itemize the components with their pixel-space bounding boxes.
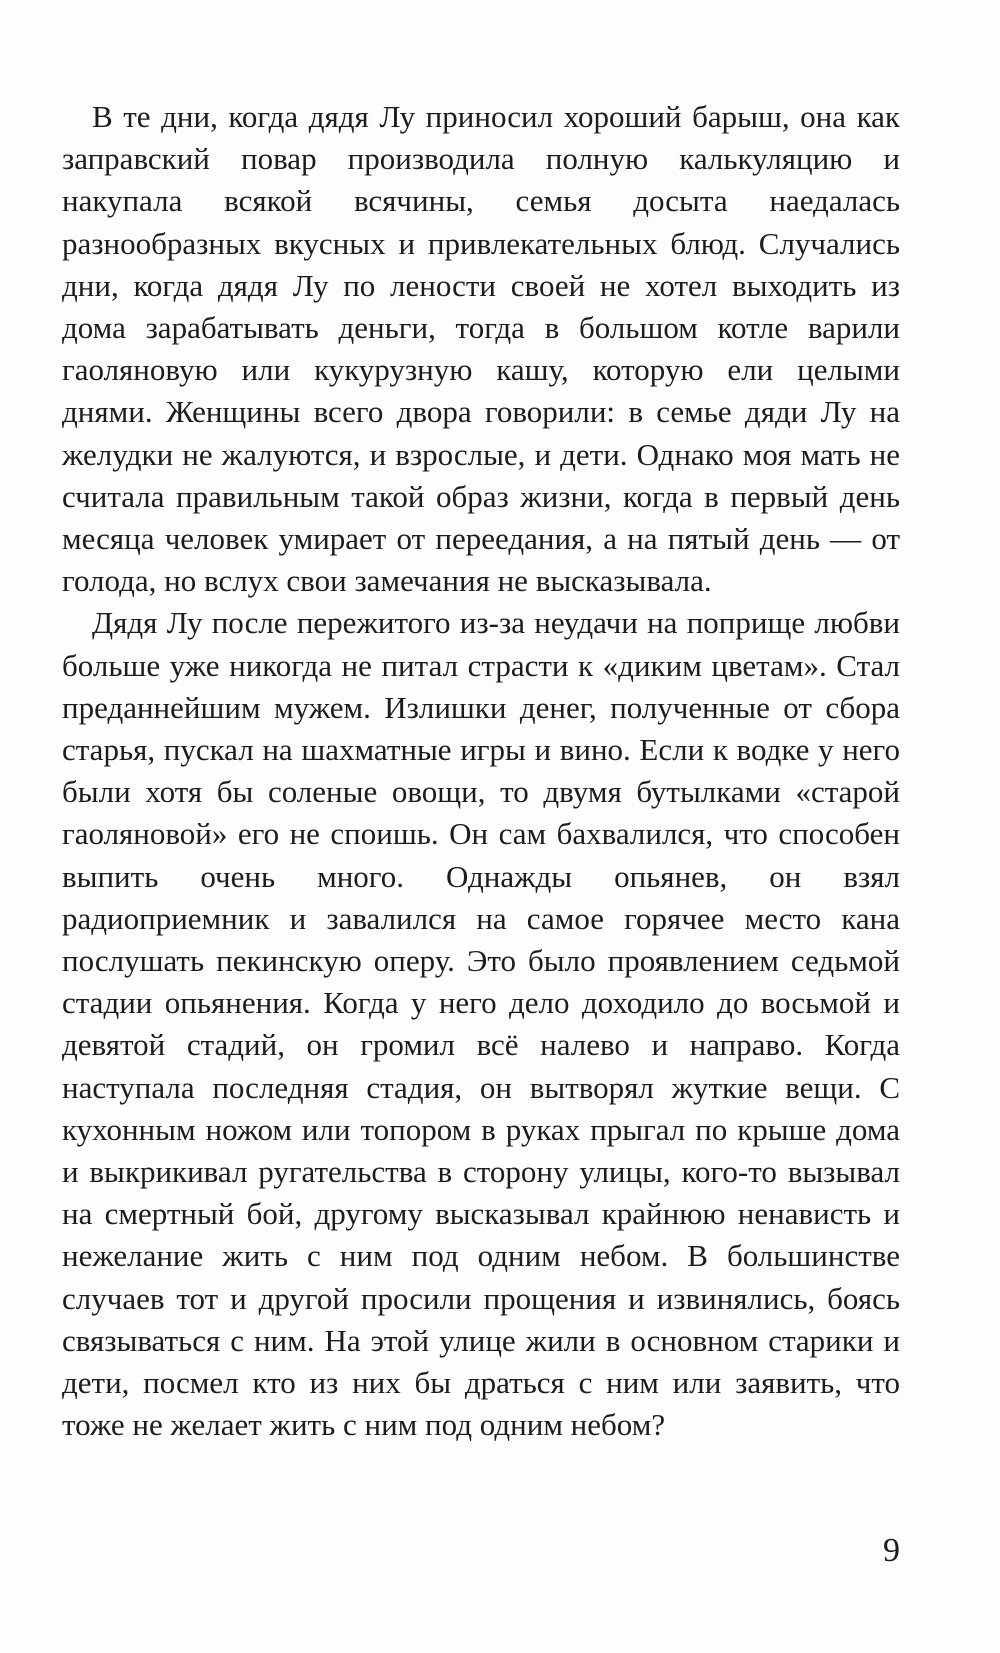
paragraph-1: В те дни, когда дядя Лу приносил хороший барыш, она как заправский повар производила полную калькуляцию и накупала всякой всячины, семья досыта наедалась разнообразных вкусных и привлекательных блюд. Случались дни, когда дядя Лу по лености своей не хотел выходить из дома зарабатывать деньги, тогда в большом котле варили гаоляновую или кукурузную кашу, которую ели целыми днями. Женщины всего двора говорили: в семье дяди Лу на желудки не жалуются, и взрослые, и дети. Однако моя мать не считала правильным такой образ жизни, когда в первый день месяца человек умирает от переедания, а на пятый день — от голода, но вслух свои замечания не высказывала. [62, 99, 900, 599]
body-text [62, 96, 900, 1447]
page-number: 9 [883, 1532, 900, 1569]
paragraph-2: Дядя Лу после пережитого из-за неудачи на поприще любви больше уже никогда не питал страсти к «диким цветам». Стал преданнейшим мужем. Излишки денег, полученные от сбора старья, пускал на шахматные игры и вино. Если к водке у него были хотя бы соленые овощи, то двумя бутылками «старой гаоляновой» его не споишь. Он сам бахвалился, что способен выпить очень много. Однажды опьянев, он взял радиоприемник и завалился на самое горячее место кана послушать пекинскую оперу. Это было проявлением седьмой стадии опьянения. Когда у него дело доходило до восьмой и девятой стадий, он громил всё налево и направо. Когда наступала последняя стадия, он вытворял жуткие вещи. С кухонным ножом или топором в руках прыгал по крыше дома и выкрикивал ругательства в сторону улицы, кого-то вызывал на смертный бой, другому высказывал крайнюю ненависть и нежелание жить с ним под одним небом. В большинстве случаев тот и другой просили прощения и извинялись, боясь связываться с ним. На этой улице жили в основном старики и дети, посмел кто из них бы драться с ним или заявить, что тоже не желает жить с ним под одним небом? [62, 605, 900, 1443]
